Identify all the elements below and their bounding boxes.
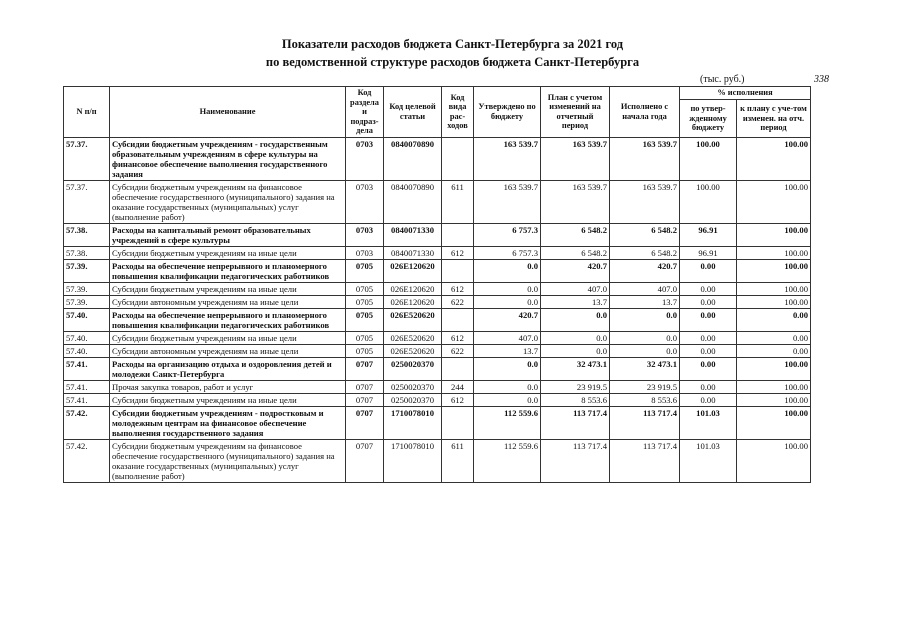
cell-pct-approved: 0.00 — [680, 380, 737, 393]
cell-pct-plan: 0.00 — [737, 308, 811, 331]
cell-executed: 6 548.2 — [610, 246, 680, 259]
cell-name: Расходы на обеспечение непрерывного и планомерного повышения квалификации педагогических работников — [110, 308, 346, 331]
table-row — [64, 137, 811, 180]
cell-num: 57.39. — [64, 282, 110, 295]
cell-num: 57.41. — [64, 357, 110, 380]
cell-section: 0707 — [346, 439, 384, 482]
cell-plan: 6 548.2 — [541, 223, 610, 246]
cell-name: Расходы на организацию отдыха и оздоровления детей и молодежи Санкт-Петербурга — [110, 357, 346, 380]
cell-executed: 163 539.7 — [610, 180, 680, 223]
cell-approved: 163 539.7 — [474, 180, 541, 223]
cell-kind: 612 — [442, 393, 474, 406]
col-header-num: N п/п — [64, 87, 110, 138]
cell-name: Расходы на капитальный ремонт образовательных учреждений в сфере культуры — [110, 223, 346, 246]
cell-approved: 0.0 — [474, 295, 541, 308]
cell-name: Прочая закупка товаров, работ и услуг — [110, 380, 346, 393]
cell-kind: 244 — [442, 380, 474, 393]
cell-target: 1710078010 — [384, 406, 442, 439]
cell-pct-approved: 0.00 — [680, 295, 737, 308]
cell-executed: 0.0 — [610, 344, 680, 357]
cell-kind — [442, 308, 474, 331]
cell-approved: 112 559.6 — [474, 406, 541, 439]
col-header-approved: Утверждено по бюджету — [474, 87, 541, 138]
cell-name: Субсидии бюджетным учреждениям на финансовое обеспечение государственного (муниципального) задания на оказание государственных (муниципальных) услуг (выполнение работ) — [110, 180, 346, 223]
cell-target: 026Е120620 — [384, 295, 442, 308]
cell-approved: 6 757.3 — [474, 246, 541, 259]
cell-kind — [442, 137, 474, 180]
table-row — [64, 308, 811, 331]
cell-section: 0703 — [346, 137, 384, 180]
cell-section: 0705 — [346, 344, 384, 357]
cell-executed: 0.0 — [610, 331, 680, 344]
cell-name: Субсидии бюджетным учреждениям на иные цели — [110, 246, 346, 259]
col-header-pct-approved: по утвер-жденному бюджету — [680, 100, 737, 137]
cell-plan: 420.7 — [541, 259, 610, 282]
table-row — [64, 331, 811, 344]
budget-table-body — [64, 137, 811, 482]
cell-executed: 23 919.5 — [610, 380, 680, 393]
cell-executed: 163 539.7 — [610, 137, 680, 180]
col-header-executed: Исполнено с начала года — [610, 87, 680, 138]
cell-pct-plan: 100.00 — [737, 439, 811, 482]
col-header-plan: План с учетом изменений на отчетный период — [541, 87, 610, 138]
cell-pct-approved: 101.03 — [680, 439, 737, 482]
cell-target: 0250020370 — [384, 393, 442, 406]
cell-approved: 407.0 — [474, 331, 541, 344]
cell-name: Субсидии бюджетным учреждениям на иные цели — [110, 282, 346, 295]
cell-pct-plan: 0.00 — [737, 331, 811, 344]
cell-section: 0705 — [346, 259, 384, 282]
cell-section: 0705 — [346, 295, 384, 308]
table-row — [64, 344, 811, 357]
cell-pct-approved: 96.91 — [680, 223, 737, 246]
cell-kind: 622 — [442, 344, 474, 357]
cell-target: 026Е520620 — [384, 344, 442, 357]
cell-section: 0707 — [346, 406, 384, 439]
cell-name: Субсидии бюджетным учреждениям - государственным образовательным учреждениям в сфере культуры на финансовое обеспечение выполнения государственного задания — [110, 137, 346, 180]
cell-section: 0705 — [346, 331, 384, 344]
cell-target: 0250020370 — [384, 380, 442, 393]
cell-plan: 407.0 — [541, 282, 610, 295]
cell-pct-plan: 100.00 — [737, 223, 811, 246]
table-row — [64, 393, 811, 406]
cell-approved: 0.0 — [474, 393, 541, 406]
cell-pct-plan: 100.00 — [737, 393, 811, 406]
cell-pct-approved: 0.00 — [680, 344, 737, 357]
cell-section: 0707 — [346, 357, 384, 380]
cell-name: Субсидии бюджетным учреждениям на финансовое обеспечение государственного (муниципального) задания на оказание государственных (муниципальных) услуг (выполнение работ) — [110, 439, 346, 482]
budget-table — [63, 86, 811, 483]
cell-target: 026Е120620 — [384, 259, 442, 282]
col-header-section: Код раздела и подраз-дела — [346, 87, 384, 138]
cell-target: 0840071330 — [384, 246, 442, 259]
cell-name: Субсидии автономным учреждениям на иные цели — [110, 344, 346, 357]
cell-plan: 13.7 — [541, 295, 610, 308]
cell-target: 0250020370 — [384, 357, 442, 380]
cell-section: 0707 — [346, 393, 384, 406]
table-row — [64, 259, 811, 282]
cell-plan: 6 548.2 — [541, 246, 610, 259]
cell-plan: 0.0 — [541, 344, 610, 357]
cell-target: 026Е520620 — [384, 308, 442, 331]
cell-plan: 0.0 — [541, 308, 610, 331]
cell-target: 0840070890 — [384, 180, 442, 223]
cell-section: 0705 — [346, 308, 384, 331]
table-row — [64, 406, 811, 439]
cell-plan: 163 539.7 — [541, 180, 610, 223]
cell-pct-approved: 0.00 — [680, 282, 737, 295]
cell-pct-approved: 0.00 — [680, 357, 737, 380]
cell-executed: 13.7 — [610, 295, 680, 308]
cell-kind — [442, 357, 474, 380]
cell-pct-plan: 100.00 — [737, 406, 811, 439]
cell-num: 57.41. — [64, 380, 110, 393]
cell-num: 57.42. — [64, 406, 110, 439]
cell-num: 57.39. — [64, 259, 110, 282]
cell-name: Субсидии бюджетным учреждениям на иные цели — [110, 331, 346, 344]
cell-executed: 407.0 — [610, 282, 680, 295]
cell-plan: 113 717.4 — [541, 406, 610, 439]
cell-num: 57.42. — [64, 439, 110, 482]
cell-kind: 611 — [442, 439, 474, 482]
cell-pct-approved: 101.03 — [680, 406, 737, 439]
cell-executed: 113 717.4 — [610, 406, 680, 439]
cell-plan: 163 539.7 — [541, 137, 610, 180]
cell-pct-plan: 100.00 — [737, 180, 811, 223]
cell-target: 0840070890 — [384, 137, 442, 180]
cell-section: 0703 — [346, 180, 384, 223]
cell-num: 57.40. — [64, 308, 110, 331]
cell-kind: 622 — [442, 295, 474, 308]
cell-pct-plan: 0.00 — [737, 344, 811, 357]
cell-plan: 23 919.5 — [541, 380, 610, 393]
cell-pct-plan: 100.00 — [737, 137, 811, 180]
cell-name: Субсидии бюджетным учреждениям - подростковым и молодежным центрам на финансовое обеспечение выполнения государственного задания — [110, 406, 346, 439]
col-header-name: Наименование — [110, 87, 346, 138]
table-row — [64, 295, 811, 308]
cell-plan: 32 473.1 — [541, 357, 610, 380]
cell-name: Субсидии автономным учреждениям на иные цели — [110, 295, 346, 308]
cell-plan: 0.0 — [541, 331, 610, 344]
cell-section: 0707 — [346, 380, 384, 393]
cell-pct-plan: 100.00 — [737, 259, 811, 282]
cell-num: 57.37. — [64, 180, 110, 223]
table-row — [64, 380, 811, 393]
cell-num: 57.37. — [64, 137, 110, 180]
col-header-pct-plan: к плану с уче-том изменен. на отч. период — [737, 100, 811, 137]
cell-section: 0703 — [346, 246, 384, 259]
cell-section: 0703 — [346, 223, 384, 246]
cell-target: 026Е520620 — [384, 331, 442, 344]
cell-kind: 612 — [442, 246, 474, 259]
document-title-line2: по ведомственной структуре расходов бюджета Санкт-Петербурга — [265, 55, 640, 69]
cell-approved: 112 559.6 — [474, 439, 541, 482]
cell-kind — [442, 259, 474, 282]
page-number: 338 — [814, 74, 829, 85]
cell-approved: 13.7 — [474, 344, 541, 357]
col-header-kind: Код вида рас-ходов — [442, 87, 474, 138]
cell-pct-plan: 100.00 — [737, 380, 811, 393]
cell-approved: 0.0 — [474, 282, 541, 295]
cell-approved: 0.0 — [474, 259, 541, 282]
cell-kind — [442, 406, 474, 439]
cell-pct-plan: 100.00 — [737, 357, 811, 380]
cell-pct-approved: 100.00 — [680, 180, 737, 223]
cell-approved: 420.7 — [474, 308, 541, 331]
col-header-percent-group: % исполнения — [680, 87, 811, 100]
cell-pct-approved: 0.00 — [680, 331, 737, 344]
cell-pct-plan: 100.00 — [737, 246, 811, 259]
cell-num: 57.38. — [64, 246, 110, 259]
cell-approved: 163 539.7 — [474, 137, 541, 180]
cell-kind — [442, 223, 474, 246]
cell-name: Расходы на обеспечение непрерывного и планомерного повышения квалификации педагогических работников — [110, 259, 346, 282]
cell-num: 57.40. — [64, 344, 110, 357]
cell-target: 026Е120620 — [384, 282, 442, 295]
cell-num: 57.40. — [64, 331, 110, 344]
cell-kind: 611 — [442, 180, 474, 223]
cell-executed: 0.0 — [610, 308, 680, 331]
cell-pct-approved: 0.00 — [680, 393, 737, 406]
table-row — [64, 223, 811, 246]
cell-target: 1710078010 — [384, 439, 442, 482]
cell-pct-approved: 100.00 — [680, 137, 737, 180]
table-row — [64, 282, 811, 295]
col-header-target: Код целевой статьи — [384, 87, 442, 138]
cell-section: 0705 — [346, 282, 384, 295]
cell-pct-plan: 100.00 — [737, 295, 811, 308]
cell-name: Субсидии бюджетным учреждениям на иные цели — [110, 393, 346, 406]
units-label: (тыс. руб.) — [700, 74, 745, 85]
cell-kind: 612 — [442, 282, 474, 295]
cell-executed: 420.7 — [610, 259, 680, 282]
cell-plan: 8 553.6 — [541, 393, 610, 406]
cell-pct-approved: 96.91 — [680, 246, 737, 259]
cell-kind: 612 — [442, 331, 474, 344]
table-row — [64, 439, 811, 482]
cell-approved: 0.0 — [474, 357, 541, 380]
table-row — [64, 357, 811, 380]
cell-approved: 6 757.3 — [474, 223, 541, 246]
document-title-line1: Показатели расходов бюджета Санкт-Петербурга за 2021 год — [281, 37, 624, 51]
cell-target: 0840071330 — [384, 223, 442, 246]
cell-pct-approved: 0.00 — [680, 259, 737, 282]
cell-num: 57.38. — [64, 223, 110, 246]
cell-approved: 0.0 — [474, 380, 541, 393]
cell-executed: 8 553.6 — [610, 393, 680, 406]
cell-executed: 32 473.1 — [610, 357, 680, 380]
cell-executed: 6 548.2 — [610, 223, 680, 246]
cell-num: 57.41. — [64, 393, 110, 406]
cell-pct-approved: 0.00 — [680, 308, 737, 331]
cell-pct-plan: 100.00 — [737, 282, 811, 295]
cell-executed: 113 717.4 — [610, 439, 680, 482]
table-row — [64, 246, 811, 259]
cell-num: 57.39. — [64, 295, 110, 308]
table-row — [64, 180, 811, 223]
cell-plan: 113 717.4 — [541, 439, 610, 482]
